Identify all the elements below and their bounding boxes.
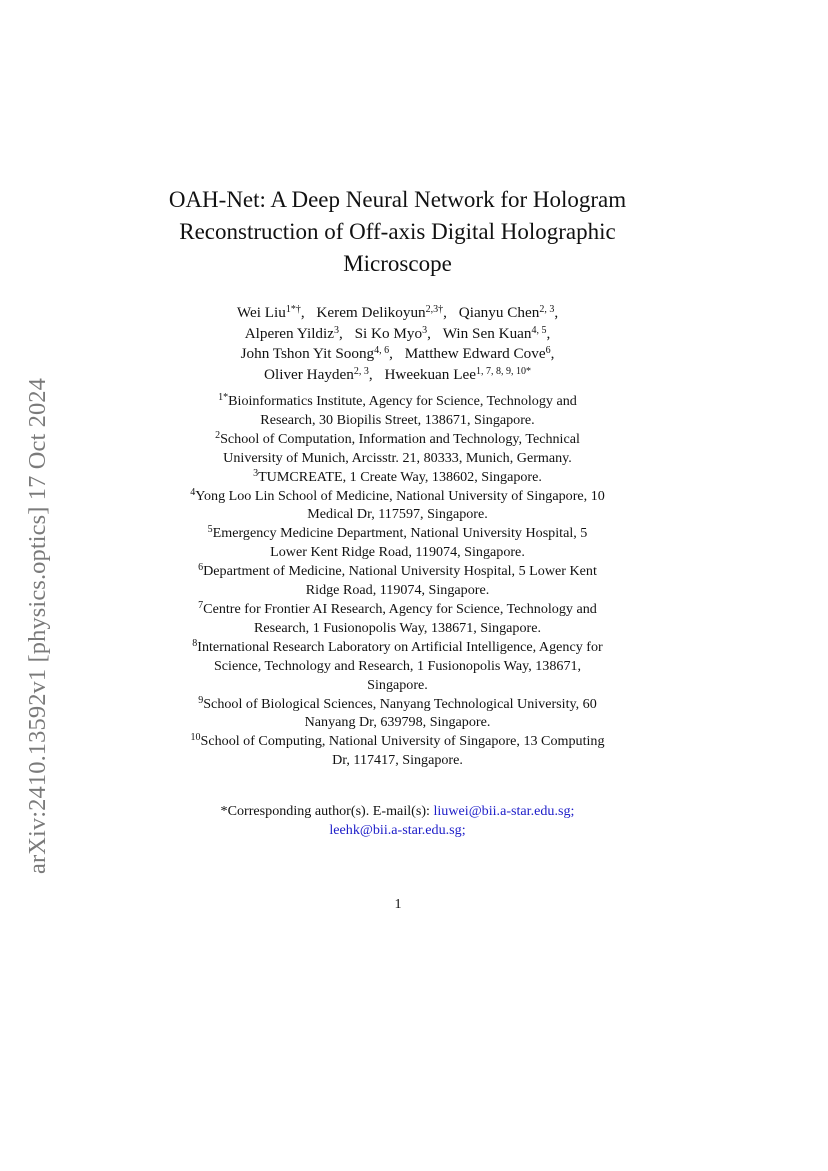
author-separator: , bbox=[389, 345, 393, 362]
title-line: OAH-Net: A Deep Neural Network for Hologram bbox=[168, 187, 627, 212]
affiliation-continuation bbox=[150, 657, 645, 676]
page-number: 1 bbox=[394, 896, 402, 912]
author-separator: , bbox=[550, 345, 555, 362]
affiliation-entry bbox=[150, 600, 645, 619]
affiliation-text: School of Computing, National University of Singapore, 13 Computing bbox=[200, 733, 605, 750]
author-name: Alperen Yildiz bbox=[244, 324, 334, 342]
author-separator: , bbox=[546, 324, 551, 342]
affiliation-text: School of Computation, Information and Technology, Technical bbox=[220, 430, 580, 447]
author-name: Hweekuan Lee bbox=[384, 365, 476, 383]
affiliation-text: Dr, 117417, Singapore. bbox=[332, 752, 463, 769]
affiliation-text: Singapore. bbox=[367, 676, 428, 693]
author-separator: , bbox=[368, 365, 373, 383]
affiliation-continuation bbox=[150, 543, 645, 562]
author bbox=[241, 345, 393, 362]
affiliation-continuation bbox=[150, 619, 645, 638]
affiliation-entry bbox=[150, 487, 645, 506]
email-link-liuwei[interactable]: liuwei@bii.a-star.edu.sg; bbox=[433, 803, 575, 819]
author-line bbox=[150, 344, 645, 365]
author-affiliation-marker: 4, 6 bbox=[374, 345, 390, 356]
author bbox=[405, 345, 555, 362]
author-line bbox=[150, 324, 645, 345]
author-name: Matthew Edward Cove bbox=[404, 345, 546, 362]
email-link-leehk[interactable]: leehk@bii.a-star.edu.sg; bbox=[329, 822, 466, 838]
affiliation-marker: 1* bbox=[218, 392, 229, 403]
author-name: Qianyu Chen bbox=[458, 304, 540, 321]
author-affiliation-marker: 6 bbox=[545, 345, 551, 356]
affiliation-text: Medical Dr, 117597, Singapore. bbox=[307, 506, 488, 523]
correspondence-prefix: *Corresponding author(s). E-mail(s): bbox=[220, 803, 430, 819]
affiliation-text: International Research Laboratory on Artificial Intelligence, Agency for bbox=[197, 638, 603, 655]
author-separator: , bbox=[443, 304, 447, 321]
author bbox=[264, 366, 373, 383]
author-separator: , bbox=[554, 304, 559, 321]
affiliation-marker: 2 bbox=[215, 429, 221, 441]
correspondence-note bbox=[150, 802, 645, 840]
title-line: Reconstruction of Off-axis Digital Holographic bbox=[179, 219, 616, 244]
author bbox=[459, 304, 558, 321]
affiliation-text: Bioinformatics Institute, Agency for Science, Technology and bbox=[228, 393, 577, 409]
affiliation-marker: 9 bbox=[198, 694, 204, 706]
author-separator: , bbox=[338, 324, 343, 342]
affiliation-marker: 6 bbox=[198, 562, 204, 574]
author-list bbox=[150, 303, 645, 385]
author-line bbox=[150, 303, 645, 324]
affiliation-text: TUMCREATE, 1 Create Way, 138602, Singapore. bbox=[258, 468, 542, 485]
author-name: Oliver Hayden bbox=[264, 365, 354, 383]
author-name: Si Ko Myo bbox=[354, 324, 423, 342]
affiliation-marker: 7 bbox=[198, 599, 204, 611]
affiliation-continuation bbox=[150, 751, 645, 770]
author-affiliation-marker: 2,3† bbox=[425, 304, 444, 315]
affiliation-entry bbox=[150, 638, 645, 657]
author bbox=[443, 325, 551, 342]
arxiv-sidebar bbox=[20, 340, 56, 912]
author-name: John Tshon Yit Soong bbox=[240, 345, 375, 362]
paper-title bbox=[130, 184, 665, 280]
affiliation-text: University of Munich, Arcisstr. 21, 80333, Munich, Germany. bbox=[223, 449, 572, 466]
affiliation-marker: 3 bbox=[253, 467, 259, 479]
author-affiliation-marker: 1*† bbox=[285, 304, 301, 315]
author-affiliation-marker: 3 bbox=[422, 324, 428, 336]
affiliation-marker: 8 bbox=[192, 637, 198, 649]
affiliation-text: Emergency Medicine Department, National University Hospital, 5 bbox=[212, 525, 588, 542]
author-line bbox=[150, 365, 645, 386]
author bbox=[237, 304, 305, 321]
affiliation-text: Yong Loo Lin School of Medicine, National University of Singapore, 10 bbox=[195, 487, 605, 504]
affiliation-text: Research, 1 Fusionopolis Way, 138671, Singapore. bbox=[254, 619, 541, 636]
affiliation-continuation bbox=[150, 713, 645, 732]
affiliation-text: Research, 30 Biopilis Street, 138671, Singapore. bbox=[260, 411, 535, 428]
title-line: Microscope bbox=[343, 251, 452, 276]
affiliation-text: Lower Kent Ridge Road, 119074, Singapore. bbox=[270, 544, 525, 561]
affiliation-text: Centre for Frontier AI Research, Agency for Science, Technology and bbox=[203, 600, 597, 617]
affiliation-entry bbox=[150, 695, 645, 714]
affiliation-entry bbox=[150, 524, 645, 543]
affiliation-marker: 10 bbox=[190, 732, 201, 744]
author-name: Kerem Delikoyun bbox=[316, 304, 426, 321]
author bbox=[355, 325, 431, 342]
affiliation-marker: 4 bbox=[190, 486, 196, 498]
affiliation-entry bbox=[150, 562, 645, 581]
affiliation-continuation bbox=[150, 581, 645, 600]
affiliation-text: Science, Technology and Research, 1 Fusionopolis Way, 138671, bbox=[213, 657, 582, 674]
arxiv-stamp: arXiv:2410.13592v1 [physics.optics] 17 Oct 2024 bbox=[24, 377, 51, 875]
author-separator: , bbox=[427, 324, 431, 342]
author bbox=[316, 304, 447, 321]
affiliation-continuation bbox=[150, 449, 645, 468]
affiliation-text: Nanyang Dr, 639798, Singapore. bbox=[304, 714, 491, 731]
affiliation-entry bbox=[150, 392, 645, 411]
affiliation-continuation bbox=[150, 676, 645, 695]
affiliation-list bbox=[150, 392, 645, 770]
affiliation-text: Department of Medicine, National University Hospital, 5 Lower Kent bbox=[203, 563, 597, 580]
affiliation-text: Ridge Road, 119074, Singapore. bbox=[305, 582, 490, 599]
affiliation-marker: 5 bbox=[207, 524, 213, 536]
author-affiliation-marker: 2, 3 bbox=[353, 365, 369, 377]
author-affiliation-marker: 2, 3 bbox=[539, 304, 555, 315]
author-name: Win Sen Kuan bbox=[442, 324, 532, 342]
author-affiliation-marker: 1, 7, 8, 9, 10* bbox=[475, 365, 531, 377]
author-name: Wei Liu bbox=[236, 304, 286, 321]
affiliation-continuation bbox=[150, 411, 645, 430]
author bbox=[245, 325, 343, 342]
affiliation-entry bbox=[150, 732, 645, 751]
affiliation-text: School of Biological Sciences, Nanyang Technological University, 60 bbox=[203, 695, 597, 712]
affiliation-continuation bbox=[150, 505, 645, 524]
affiliation-entry bbox=[150, 430, 645, 449]
affiliation-entry bbox=[150, 468, 645, 487]
author bbox=[384, 366, 531, 383]
author-affiliation-marker: 4, 5 bbox=[531, 324, 547, 336]
author-affiliation-marker: 3 bbox=[333, 324, 339, 336]
author-separator: , bbox=[300, 304, 305, 321]
